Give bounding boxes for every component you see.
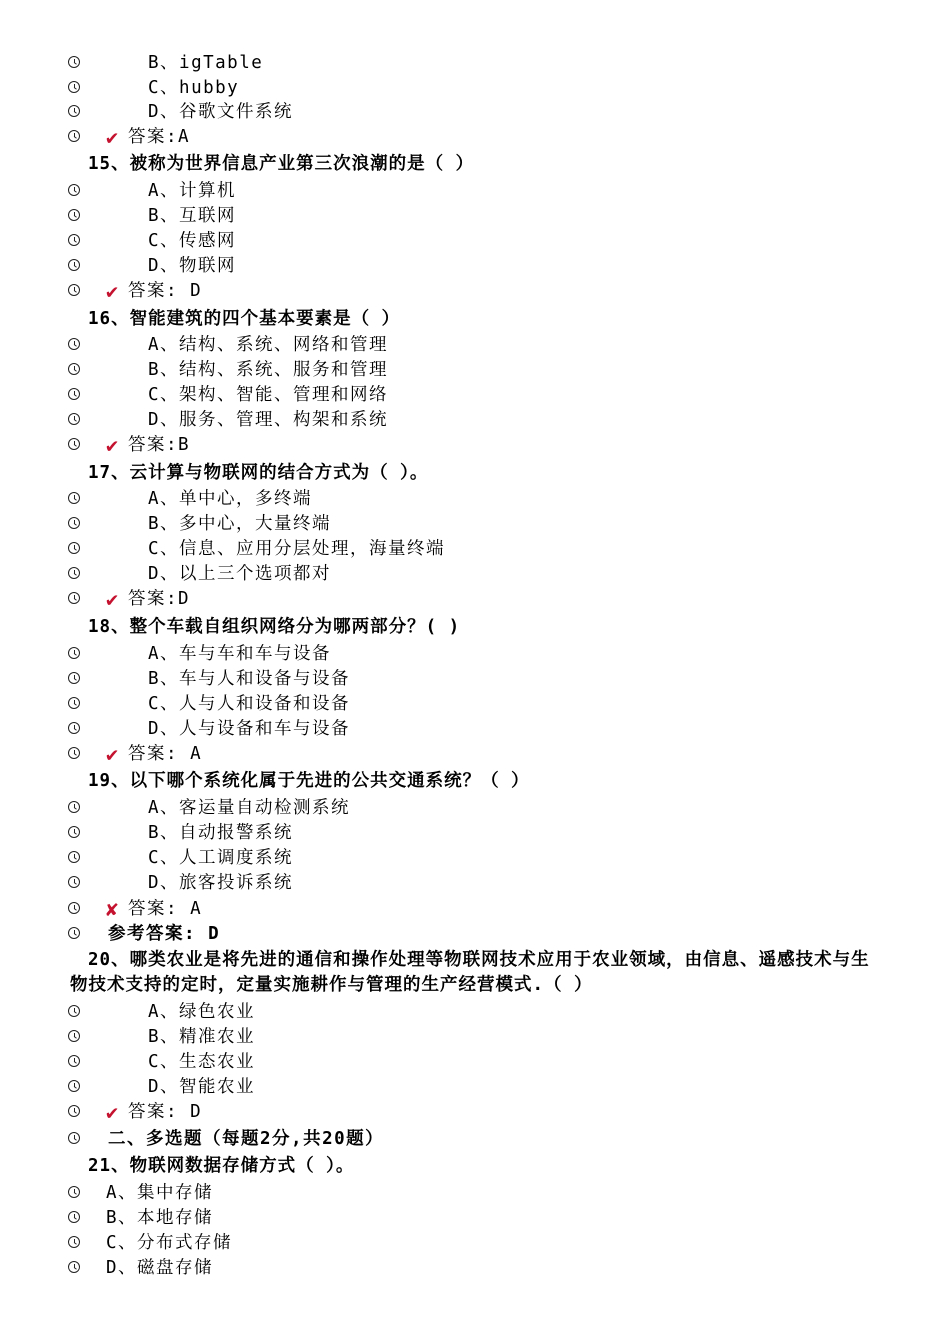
clock-icon bbox=[68, 542, 80, 554]
check-icon: ✔ bbox=[106, 1100, 119, 1124]
check-icon: ✔ bbox=[106, 125, 119, 149]
answer-text: 答案: A bbox=[128, 744, 203, 764]
clock-icon bbox=[68, 234, 80, 246]
check-icon: ✔ bbox=[106, 587, 119, 611]
option-text: D、物联网 bbox=[148, 256, 237, 276]
cross-icon: ✘ bbox=[106, 897, 119, 921]
clock-icon bbox=[68, 1005, 80, 1017]
clock-icon bbox=[68, 130, 80, 142]
clock-icon bbox=[68, 184, 80, 196]
clock-icon bbox=[68, 567, 80, 579]
clock-icon bbox=[68, 517, 80, 529]
check-icon: ✔ bbox=[106, 279, 119, 303]
clock-icon bbox=[68, 1186, 80, 1198]
answer-text: 答案:D bbox=[128, 589, 191, 609]
option-text: A、客运量自动检测系统 bbox=[148, 798, 351, 818]
answer-text: 答案: A bbox=[128, 899, 203, 919]
option-text: B、多中心，大量终端 bbox=[148, 514, 332, 534]
option-text: A、车与车和车与设备 bbox=[148, 644, 332, 664]
check-icon: ✔ bbox=[106, 433, 119, 457]
clock-icon bbox=[68, 56, 80, 68]
clock-icon bbox=[68, 801, 80, 813]
question-text: 18、整个车载自组织网络分为哪两部分？( ) bbox=[88, 617, 461, 637]
clock-icon bbox=[68, 1080, 80, 1092]
clock-icon bbox=[68, 1030, 80, 1042]
clock-icon bbox=[68, 722, 80, 734]
option-text: D、磁盘存储 bbox=[106, 1258, 214, 1278]
clock-icon bbox=[68, 826, 80, 838]
option-text: A、单中心，多终端 bbox=[148, 489, 313, 509]
question-text: 19、以下哪个系统化属于先进的公共交通系统？（ ） bbox=[88, 771, 530, 791]
option-text: B、车与人和设备与设备 bbox=[148, 669, 351, 689]
option-text: C、信息、应用分层处理，海量终端 bbox=[148, 539, 446, 559]
option-text: D、服务、管理、构架和系统 bbox=[148, 410, 389, 430]
option-text: B、自动报警系统 bbox=[148, 823, 294, 843]
option-text: C、人工调度系统 bbox=[148, 848, 294, 868]
clock-icon bbox=[68, 697, 80, 709]
question-text: 16、智能建筑的四个基本要素是（ ） bbox=[88, 309, 401, 329]
answer-text: 答案: D bbox=[128, 1102, 203, 1122]
option-text: C、hubby bbox=[148, 78, 240, 98]
clock-icon bbox=[68, 1055, 80, 1067]
question-text: 17、云计算与物联网的结合方式为（ ）。 bbox=[88, 463, 429, 483]
clock-icon bbox=[68, 647, 80, 659]
option-text: B、精准农业 bbox=[148, 1027, 256, 1047]
clock-icon bbox=[68, 1261, 80, 1273]
option-text: C、传感网 bbox=[148, 231, 237, 251]
clock-icon bbox=[68, 902, 80, 914]
option-text: D、人与设备和车与设备 bbox=[148, 719, 351, 739]
option-text: C、架构、智能、管理和网络 bbox=[148, 385, 389, 405]
clock-icon bbox=[68, 1236, 80, 1248]
option-text: D、谷歌文件系统 bbox=[148, 102, 294, 122]
option-text: B、本地存储 bbox=[106, 1208, 214, 1228]
answer-text: 答案:B bbox=[128, 435, 191, 455]
question-text: 15、被称为世界信息产业第三次浪潮的是（ ） bbox=[88, 154, 475, 174]
option-text: C、分布式存储 bbox=[106, 1233, 233, 1253]
clock-icon bbox=[68, 338, 80, 350]
option-text: A、结构、系统、网络和管理 bbox=[148, 335, 389, 355]
clock-icon bbox=[68, 438, 80, 450]
clock-icon bbox=[68, 747, 80, 759]
clock-icon bbox=[68, 259, 80, 271]
clock-icon bbox=[68, 927, 80, 939]
clock-icon bbox=[68, 672, 80, 684]
option-text: A、绿色农业 bbox=[148, 1002, 256, 1022]
option-text: B、igTable bbox=[148, 53, 264, 73]
clock-icon bbox=[68, 284, 80, 296]
clock-icon bbox=[68, 209, 80, 221]
clock-icon bbox=[68, 592, 80, 604]
clock-icon bbox=[68, 492, 80, 504]
option-text: B、互联网 bbox=[148, 206, 237, 226]
clock-icon bbox=[68, 1211, 80, 1223]
section-heading: 二、多选题（每题2分,共20题） bbox=[108, 1129, 385, 1149]
option-text: C、生态农业 bbox=[148, 1052, 256, 1072]
answer-text: 答案:A bbox=[128, 127, 191, 147]
clock-icon bbox=[68, 413, 80, 425]
option-text: B、结构、系统、服务和管理 bbox=[148, 360, 389, 380]
clock-icon bbox=[68, 1105, 80, 1117]
check-icon: ✔ bbox=[106, 742, 119, 766]
clock-icon bbox=[68, 1132, 80, 1144]
option-text: A、计算机 bbox=[148, 181, 237, 201]
option-text: C、人与人和设备和设备 bbox=[148, 694, 351, 714]
option-text: A、集中存储 bbox=[106, 1183, 214, 1203]
clock-icon bbox=[68, 388, 80, 400]
clock-icon bbox=[68, 363, 80, 375]
option-text: D、智能农业 bbox=[148, 1077, 256, 1097]
option-text: D、以上三个选项都对 bbox=[148, 564, 332, 584]
clock-icon bbox=[68, 876, 80, 888]
reference-answer-text: 参考答案: D bbox=[108, 924, 221, 944]
option-text: D、旅客投诉系统 bbox=[148, 873, 294, 893]
clock-icon bbox=[68, 105, 80, 117]
question-text: 20、哪类农业是将先进的通信和操作处理等物联网技术应用于农业领域，由信息、遥感技术与生物技术支持的定时，定量实施耕作与管理的生产经营模式.（ ） bbox=[70, 950, 870, 995]
clock-icon bbox=[68, 81, 80, 93]
question-text: 21、物联网数据存储方式（ ）。 bbox=[88, 1156, 355, 1176]
answer-text: 答案: D bbox=[128, 281, 203, 301]
clock-icon bbox=[68, 851, 80, 863]
